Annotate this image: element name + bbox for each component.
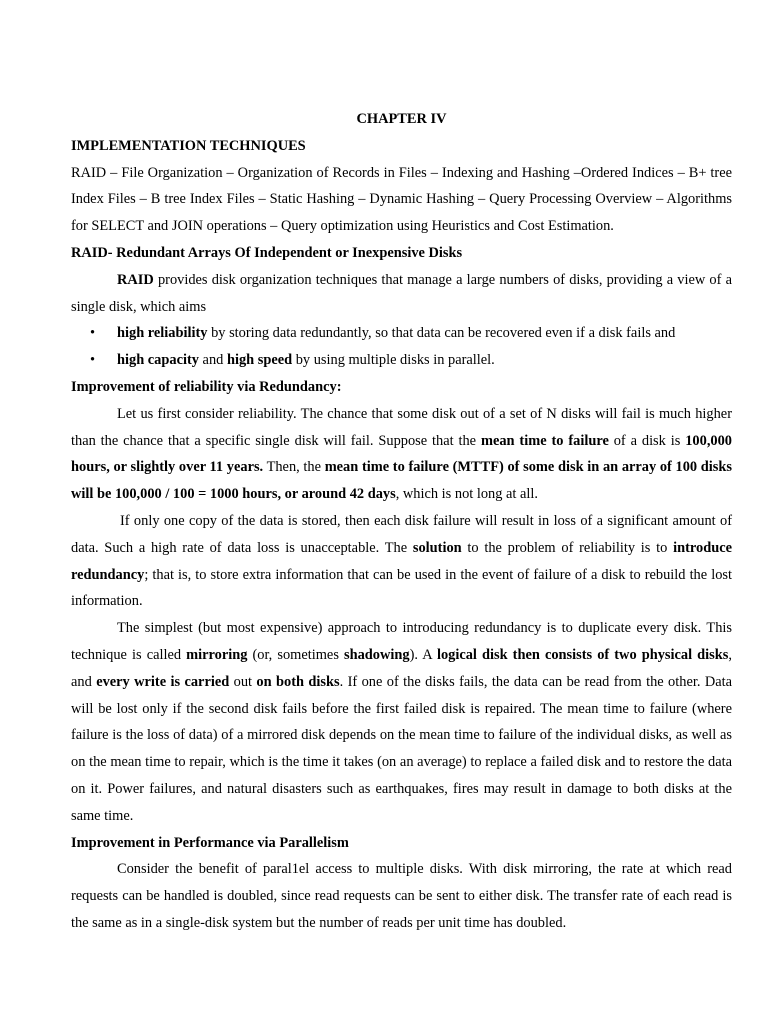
paragraph-bold: mean time to failure (MTTF) of some disk in an array of 100 disks will be 100,000 / 100 = 1000 hours, or around 42 days (71, 459, 732, 503)
section-title: IMPLEMENTATION TECHNIQUES (71, 137, 306, 154)
bullet-bold-term: high reliability (117, 325, 208, 342)
paragraph-bold: shadowing (344, 646, 410, 663)
mirroring-paragraph (71, 615, 732, 829)
raid-heading: RAID- Redundant Arrays Of Independent or Inexpensive Disks (71, 244, 463, 261)
bullet-icon: • (90, 325, 96, 342)
paragraph-text: out (229, 673, 257, 690)
paragraph-text: . If one of the disks fails, the data can be read from the other. Data will be lost only if the second disk fails before the first failed disk is repaired. The mean time to failure (where failure is the loss of data) of a mirrored disk depends on the mean time to failure of the individual disks, as well as on the mean time to repair, which is the time it takes (on an average) to replace a failed disk and to restore the data on it. Power failures, and natural disasters such as earthquakes, fires may result in damage to both disks at the same time. (71, 673, 732, 824)
paragraph-bold: 100,000 hours, or slightly over 11 years. (71, 432, 733, 476)
syllabus-paragraph: RAID – File Organization – Organization of Records in Files – Indexing and Hashing –Ordered Indices – B+ tree Index Files – B tree Index Files – Static Hashing – Dynamic Hashing – Query Processing Overview – Algorithms for SELECT and JOIN operations – Query optimization using Heuristics and Cost Estimation. (71, 164, 732, 235)
paragraph-text: of a disk is (608, 432, 686, 449)
bullet-text: by storing data redundantly, so that data can be recovered even if a disk fails and (207, 325, 676, 342)
paragraph-text: Then, the (263, 459, 325, 476)
bullet-bold-term: high speed (226, 352, 293, 369)
paragraph-text: ). A (409, 646, 437, 663)
raid-term: RAID (117, 271, 154, 288)
list-item (71, 347, 732, 374)
performance-heading: Improvement in Performance via Parallelism (71, 834, 349, 851)
paragraph-bold: on both disks (256, 673, 340, 690)
paragraph-bold: every write is carried (96, 673, 230, 690)
bullet-text: by using multiple disks in parallel. (292, 352, 495, 369)
paragraph-text: (or, sometimes (247, 646, 344, 663)
raid-aims-list (71, 320, 732, 374)
document-page (71, 106, 732, 937)
paragraph-bold: mirroring (186, 646, 248, 663)
paragraph-text: Let us first consider reliability. The chance that some disk out of a set of N disks will fail is much higher than the chance that a specific single disk will fail. Suppose that the (71, 405, 732, 449)
paragraph-bold: mean time to failure (480, 432, 609, 449)
raid-intro-text: provides disk organization techniques that manage a large numbers of disks, providing a view of a single disk, which aims (71, 271, 732, 315)
reliability-heading: Improvement of reliability via Redundancy: (71, 378, 342, 395)
raid-intro-paragraph (71, 267, 732, 321)
bullet-bold-term: high capacity (117, 352, 199, 369)
paragraph-text: , which is not long at all. (395, 486, 539, 503)
paragraph-text: , and (71, 646, 732, 690)
paragraph-text: to the problem of reliability is to (461, 539, 674, 556)
paragraph-bold: solution (412, 539, 462, 556)
paragraph-bold: introduce redundancy (71, 539, 732, 583)
paragraph-bold: logical disk then consists of two physical disks (436, 646, 729, 663)
bullet-icon: • (90, 352, 96, 369)
paragraph-text: The simplest (but most expensive) approach to introducing redundancy is to duplicate every disk. This technique is called (71, 620, 732, 663)
bullet-text: and (198, 352, 227, 369)
chapter-title: CHAPTER IV (356, 111, 447, 127)
reliability-paragraph-2 (71, 508, 732, 615)
list-item (71, 320, 732, 347)
reliability-paragraph-1 (71, 401, 732, 508)
performance-paragraph: Consider the benefit of paral1el access to multiple disks. With disk mirroring, the rate at which read requests can be handled is doubled, since read requests can be sent to either disk. The transfer rate of each read is the same as in a single-disk system but the number of reads per unit time has doubled. (71, 861, 732, 931)
paragraph-text: ; that is, to store extra information that can be used in the event of failure of a disk to rebuild the lost information. (71, 566, 732, 610)
paragraph-text: If only one copy of the data is stored, then each disk failure will result in loss of a significant amount of data. Such a high rate of data loss is unacceptable. The (71, 512, 732, 556)
